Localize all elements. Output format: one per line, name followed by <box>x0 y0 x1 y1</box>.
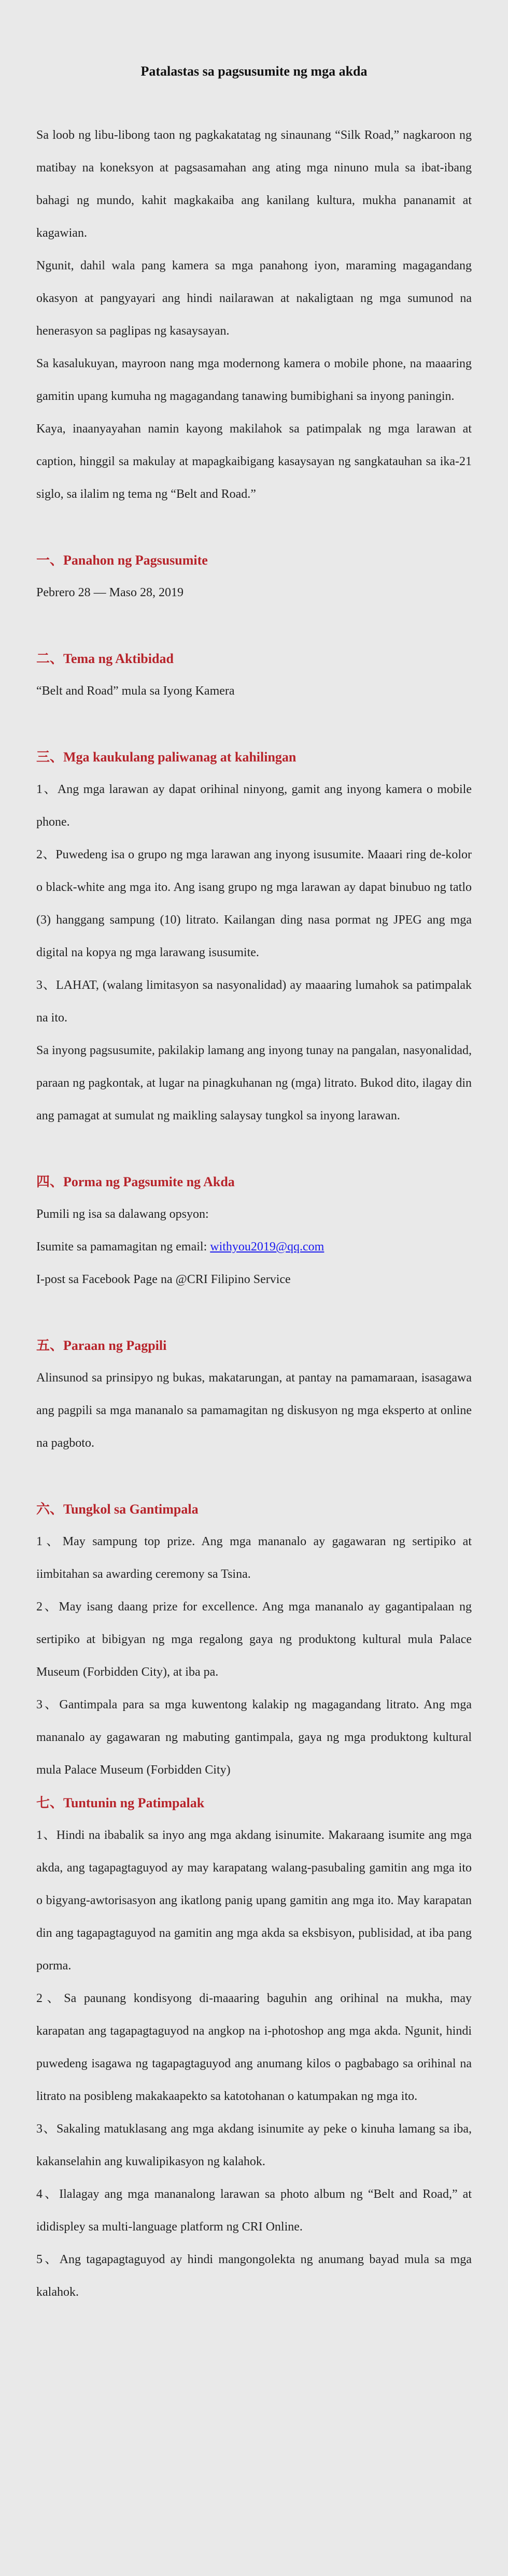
email-link[interactable]: withyou2019@qq.com <box>210 1240 324 1254</box>
section-text: 2、Sa paunang kondisyong di-maaaring baguhin ang orihinal na mukha, may karapatan ang tagapagtaguyod na angkop na i-photoshop ang mga akda. Ngunit, hindi puwedeng isagawa ng tagapagtaguyod ang anumang kilos o pagbabago sa orihinal na litrato na posibleng makakaapekto sa katotohanan o katumpakan ng mga ito. <box>36 1992 472 2103</box>
intro-paragraph: Sa loob ng libu-libong taon ng pagkakatatag ng sinaunang “Silk Road,” nagkaroon ng matibay na koneksyon at pagsasamahan ang ating mga ninuno mula sa ibat-ibang bahagi ng mundo, kahit magkakaiba ang kanilang kultura, mukha pananamit at kagawian. <box>36 128 472 240</box>
section-heading: 六、Tungkol sa Gantimpala <box>36 1502 199 1517</box>
section-text: 2、Puwedeng isa o grupo ng mga larawan ang inyong isusumite. Maaari ring de-kolor o black-white ang mga ito. Ang isang grupo ng mga larawan ay dapat binubuo ng tatlo (3) hanggang sampung (10) litrato. Kailangan ding nasa pormat ng JPEG ang mga digital na kopya ng mga larawang isusumite. <box>36 848 472 959</box>
section-text: 3、LAHAT, (walang limitasyon sa nasyonalidad) ay maaaring lumahok sa patimpalak na ito. <box>36 978 472 1025</box>
section-text: 1、Ang mga larawan ay dapat orihinal ninyong, gamit ang inyong kamera o mobile phone. <box>36 783 472 829</box>
spacer <box>36 1296 472 1329</box>
spacer <box>36 1460 472 1493</box>
section-submission-period <box>36 544 472 609</box>
section-prizes <box>36 1493 472 1787</box>
spacer <box>36 1132 472 1165</box>
section-requirements <box>36 741 472 1132</box>
section-text: Alinsunod sa prinsipyo ng bukas, makatarungan, at pantay na pamamaraan, isasagawa ang pagpili sa mga mananalo sa pamamagitan ng diskusyon ng mga eksperto at online na pagboto. <box>36 1371 472 1450</box>
section-rules <box>36 1787 472 2309</box>
section-text: 3、Gantimpala para sa mga kuwentong kalakip ng magagandang litrato. Ang mga mananalo ay gagawaran ng mabuting gantimpala, gaya ng mga produktong kultural mula Palace Museum (Forbidden City) <box>36 1698 472 1777</box>
section-heading: 一、Panahon ng Pagsusumite <box>36 553 208 568</box>
intro-paragraph: Sa kasalukuyan, mayroon nang mga modernong kamera o mobile phone, na maaaring gamitin upang kumuha ng magagandang tanawing bumibighani sa inyong paningin. <box>36 357 472 403</box>
section-text: 5、Ang tagapagtaguyod ay hindi mangongolekta ng anumang bayad mula sa mga kalahok. <box>36 2253 472 2299</box>
section-text: I-post sa Facebook Page na @CRI Filipino Service <box>36 1273 291 1286</box>
section-heading: 七、Tuntunin ng Patimpalak <box>36 1795 205 1810</box>
section-text: 1、May sampung top prize. Ang mga mananalo ay gagawaran ng sertipiko at iimbitahan sa awarding ceremony sa Tsina. <box>36 1535 472 1581</box>
section-selection-method <box>36 1329 472 1460</box>
section-text: Pumili ng isa sa dalawang opsyon: <box>36 1207 209 1221</box>
section-activity-theme <box>36 642 472 708</box>
intro-section <box>36 119 472 511</box>
email-option-label: Isumite sa pamamagitan ng email: <box>36 1240 210 1254</box>
section-text: Pebrero 28 — Maso 28, 2019 <box>36 586 184 599</box>
spacer <box>36 511 472 544</box>
section-heading: 三、Mga kaukulang paliwanag at kahilingan <box>36 750 297 765</box>
section-heading: 五、Paraan ng Pagpili <box>36 1338 167 1353</box>
intro-paragraph: Kaya, inaanyayahan namin kayong makilahok sa patimpalak ng mga larawan at caption, hinggil sa makulay at mapagkaibigang kasaysayan ng sangkatauhan sa ika-21 siglo, sa ilalim ng tema ng “Belt and Road.” <box>36 422 472 501</box>
section-heading: 二、Tema ng Aktibidad <box>36 651 174 666</box>
section-text: “Belt and Road” mula sa Iyong Kamera <box>36 684 235 698</box>
intro-paragraph: Ngunit, dahil wala pang kamera sa mga panahong iyon, maraming magagandang okasyon at pangyayari ang hindi nailarawan at nakaligtaan ng mga sumunod na henerasyon sa paglipas ng kasaysayan. <box>36 259 472 338</box>
spacer <box>36 609 472 642</box>
section-text: 2、May isang daang prize for excellence. Ang mga mananalo ay gagantipalaan ng sertipiko at bibigyan ng mga regalong gaya ng produktong kultural mula Palace Museum (Forbidden City), at iba pa. <box>36 1600 472 1679</box>
document-title: Patalastas sa pagsusumite ng mga akda <box>140 64 368 79</box>
email-option <box>36 1231 472 1263</box>
section-text: 3、Sakaling matuklasang ang mga akdang isinumite ay peke o kinuha lamang sa iba, kakanselahin ang kuwalipikasyon ng kalahok. <box>36 2122 472 2168</box>
section-heading: 四、Porma ng Pagsumite ng Akda <box>36 1174 235 1189</box>
section-submission-form <box>36 1165 472 1296</box>
section-text: 1、Hindi na ibabalik sa inyo ang mga akdang isinumite. Makaraang isumite ang mga akda, ang tagapagtaguyod ay may karapatang walang-pasubaling gamitin ang mga ito o bigyang-awtorisasyon ang ikatlong panig upang gamitin ang mga ito. May karapatan din ang tagapagtaguyod na gamitin ang mga akda sa eksbisyon, publisidad, at iba pang porma. <box>36 1829 472 1973</box>
section-text: 4、Ilalagay ang mga mananalong larawan sa photo album ng “Belt and Road,” at ididispley sa multi-language platform ng CRI Online. <box>36 2188 472 2234</box>
section-text: Sa inyong pagsusumite, pakilakip lamang ang inyong tunay na pangalan, nasyonalidad, paraan ng pagkontak, at lugar na pinagkuhanan ng (mga) litrato. Bukod dito, ilagay din ang pamagat at sumulat ng maikling salaysay tungkol sa inyong larawan. <box>36 1044 472 1122</box>
spacer <box>36 708 472 741</box>
